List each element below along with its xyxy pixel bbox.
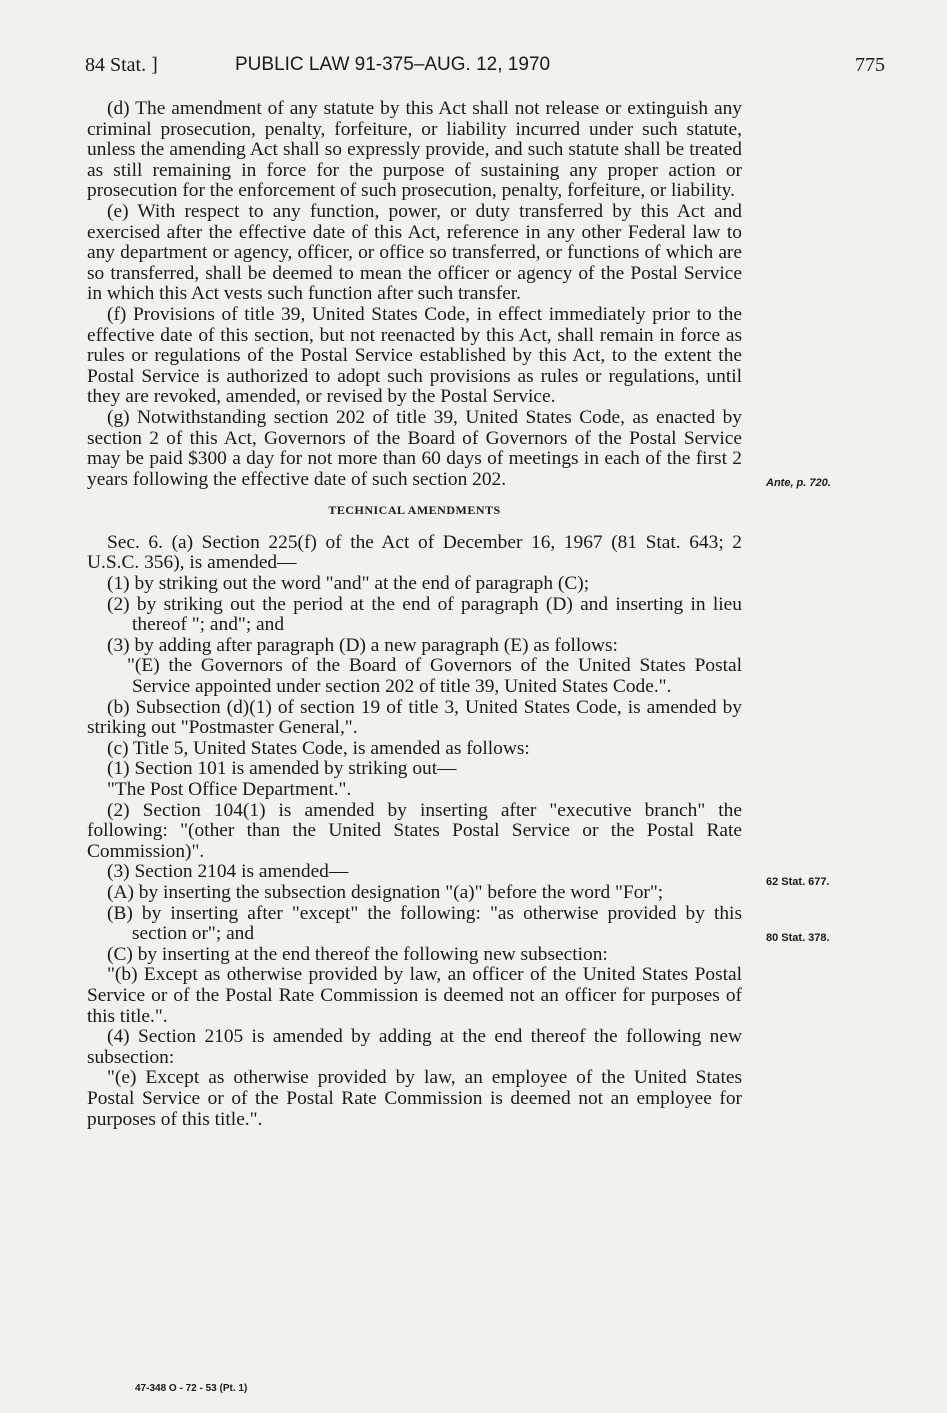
sec6-c1: (1) Section 101 is amended by striking out— bbox=[107, 758, 457, 780]
sec6-c3b: (B) by inserting after "except" the following: "as otherwise provided by this section or"; and bbox=[107, 902, 742, 945]
sec6-a1: (1) by striking out the word "and" at the end of paragraph (C); bbox=[107, 573, 590, 595]
document-body bbox=[87, 99, 742, 1130]
sec6-c4: (4) Section 2105 is amended by adding at the end thereof the following new subsection: bbox=[87, 1026, 742, 1068]
sec6-a3: (3) by adding after paragraph (D) a new paragraph (E) as follows: bbox=[107, 634, 618, 656]
statute-volume: 84 Stat. ] bbox=[85, 54, 158, 76]
print-code-footer: 47-348 O - 72 - 53 (Pt. 1) bbox=[135, 1383, 248, 1394]
sec6-c: (c) Title 5, United States Code, is amended as follows: bbox=[107, 737, 530, 759]
paragraph-e: (e) With respect to any function, power, or duty transferred by this Act and exercised after the effective date of this Act, reference in any other Federal law to any department or agency, officer, or office so transferred, or functions of which are so transferred, shall be deemed to mean the officer or agency of the Postal Service in which this Act vests such function after such transfer. bbox=[87, 200, 742, 305]
sec6-c4-quote: "(e) Except as otherwise provided by law, an employee of the United States Postal Service or of the Postal Rate Commission is deemed not an employee for purposes of this title.". bbox=[87, 1067, 742, 1130]
paragraph-g: (g) Notwithstanding section 202 of title 39, United States Code, as enacted by section 2 of this Act, Governors of the Board of Governors of the Postal Service may be paid $300 a day for not more than 60 days of meetings in each of the first 2 years following the effective date of such section 202. bbox=[87, 406, 742, 490]
sec6-c3c: (C) by inserting at the end thereof the following new subsection: bbox=[107, 943, 608, 965]
margin-note-62-stat: 62 Stat. 677. bbox=[766, 876, 830, 888]
sec6-intro: Sec. 6. (a) Section 225(f) of the Act of December 16, 1967 (81 Stat. 643; 2 U.S.C. 356), is amended— bbox=[87, 531, 742, 574]
sec6-c3-quote: "(b) Except as otherwise provided by law, an officer of the United States Postal Service or of the Postal Rate Commission is deemed not an officer for purposes of this title.". bbox=[87, 964, 742, 1027]
sec6-b: (b) Subsection (d)(1) of section 19 of title 3, United States Code, is amended by striking out "Postmaster General,". bbox=[87, 696, 742, 739]
law-title: PUBLIC LAW 91-375–AUG. 12, 1970 bbox=[235, 54, 551, 75]
section-heading: TECHNICAL AMENDMENTS bbox=[328, 503, 501, 518]
sec6-c3a: (A) by inserting the subsection designation "(a)" before the word "For"; bbox=[107, 881, 664, 903]
paragraph-d: (d) The amendment of any statute by this Act shall not release or extinguish any criminal prosecution, penalty, forfeiture, or liability incurred under such statute, unless the amending Act shall so expressly provide, and such statute shall be treated as still remaining in force for the purpose of sustaining any proper action or prosecution for the enforcement of such prosecution, penalty, forfeiture, or liability. bbox=[87, 98, 742, 202]
margin-note-ante: Ante, p. 720. bbox=[766, 477, 831, 489]
paragraph-f: (f) Provisions of title 39, United States Code, in effect immediately prior to the effective date of this section, but not reenacted by this Act, shall remain in force as rules or regulations of the Postal Service established by this Act, to the extent the Postal Service is authorized to adopt such provisions as rules or regulations, until they are revoked, amended, or revised by the Postal Service. bbox=[87, 303, 742, 408]
sec6-c3: (3) Section 2104 is amended— bbox=[107, 861, 349, 883]
sec6-a3-quote: "(E) the Governors of the Board of Governors of the United States Postal Service appointed under section 202 of title 39, United States Code.". bbox=[127, 655, 742, 698]
margin-note-80-stat: 80 Stat. 378. bbox=[766, 932, 830, 944]
sec6-c1-quote: "The Post Office Department.". bbox=[107, 779, 352, 800]
page-number: 775 bbox=[855, 54, 885, 76]
sec6-c2: (2) Section 104(1) is amended by inserting after "executive branch" the following: "(other than the United States Postal Service or the Postal Rate Commission)". bbox=[87, 799, 742, 862]
sec6-a2: (2) by striking out the period at the end of paragraph (D) and inserting in lieu thereof "; and"; and bbox=[107, 593, 742, 636]
page-header bbox=[85, 54, 885, 84]
